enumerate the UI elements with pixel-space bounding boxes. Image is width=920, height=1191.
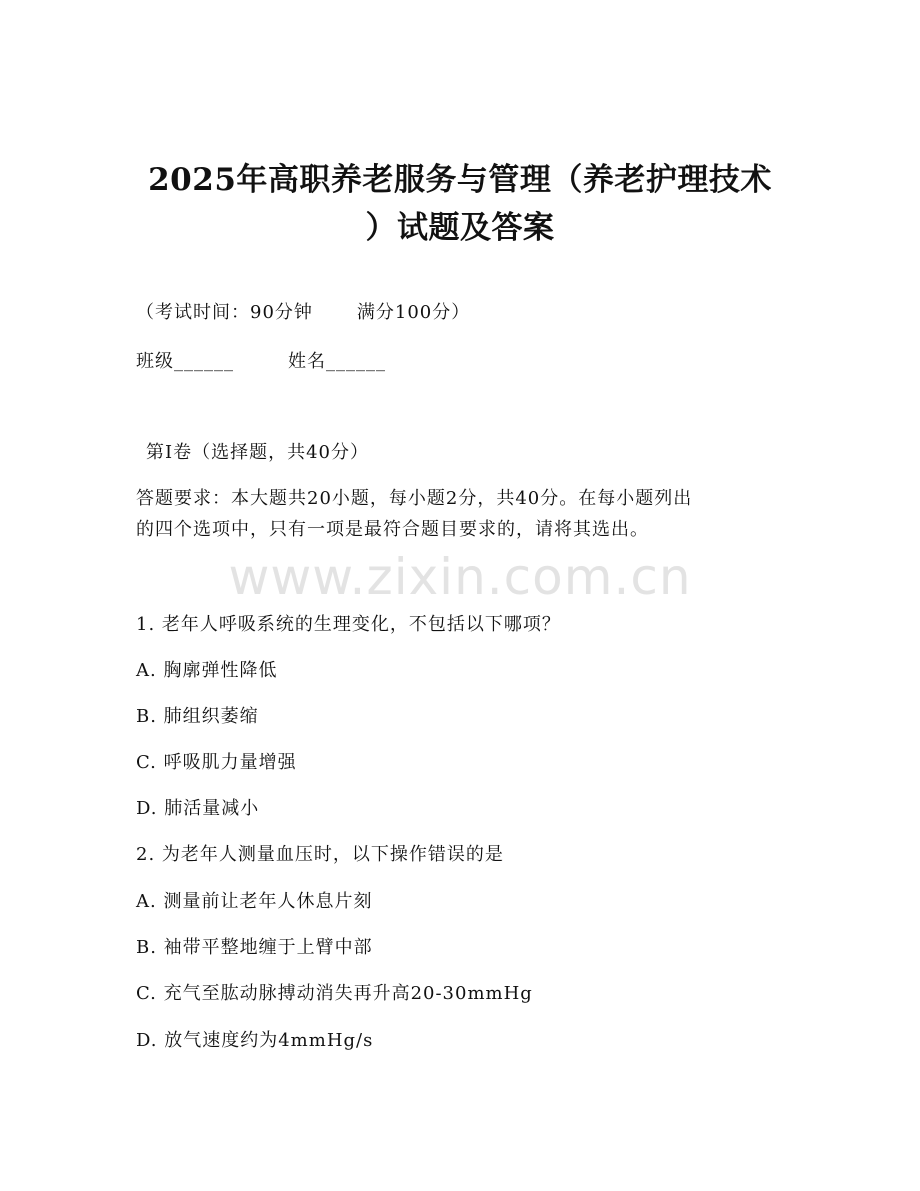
question-2-option-c: C. 充气至肱动脉搏动消失再升高20-30mmHg bbox=[136, 983, 533, 1004]
document-title-line-2: ）试题及答案 bbox=[365, 210, 555, 246]
question-2-option-a: A. 测量前让老年人休息片刻 bbox=[136, 891, 373, 912]
section-heading: 第I卷（选择题，共40分） bbox=[146, 442, 370, 463]
watermark: www.zixin.com.cn bbox=[228, 548, 692, 606]
question-2-option-b: B. 袖带平整地缠于上臂中部 bbox=[136, 937, 373, 958]
document-title-line-1: 2025年高职养老服务与管理（养老护理技术 bbox=[148, 162, 772, 198]
instructions-line-2: 的四个选项中，只有一项是最符合题目要求的，请将其选出。 bbox=[136, 519, 649, 540]
student-info bbox=[136, 350, 386, 374]
name-field: 姓名______ bbox=[288, 351, 386, 372]
question-2-stem: 2. 为老年人测量血压时，以下操作错误的是 bbox=[136, 844, 504, 865]
full-score: 满分100分） bbox=[356, 302, 471, 323]
question-1-stem: 1. 老年人呼吸系统的生理变化，不包括以下哪项？ bbox=[136, 614, 561, 635]
exam-info bbox=[136, 301, 470, 325]
question-1-option-c: C. 呼吸肌力量增强 bbox=[136, 752, 297, 773]
question-1-option-d: D. 肺活量减小 bbox=[136, 798, 260, 819]
question-2-option-d: D. 放气速度约为4mmHg/s bbox=[136, 1030, 374, 1051]
question-1-option-b: B. 肺组织萎缩 bbox=[136, 706, 259, 727]
question-1-option-a: A. 胸廓弹性降低 bbox=[136, 660, 278, 681]
class-field: 班级______ bbox=[136, 351, 234, 372]
instructions-line-1: 答题要求：本大题共20小题，每小题2分，共40分。在每小题列出 bbox=[136, 488, 693, 509]
time-limit: （考试时间：90分钟 bbox=[136, 302, 313, 323]
